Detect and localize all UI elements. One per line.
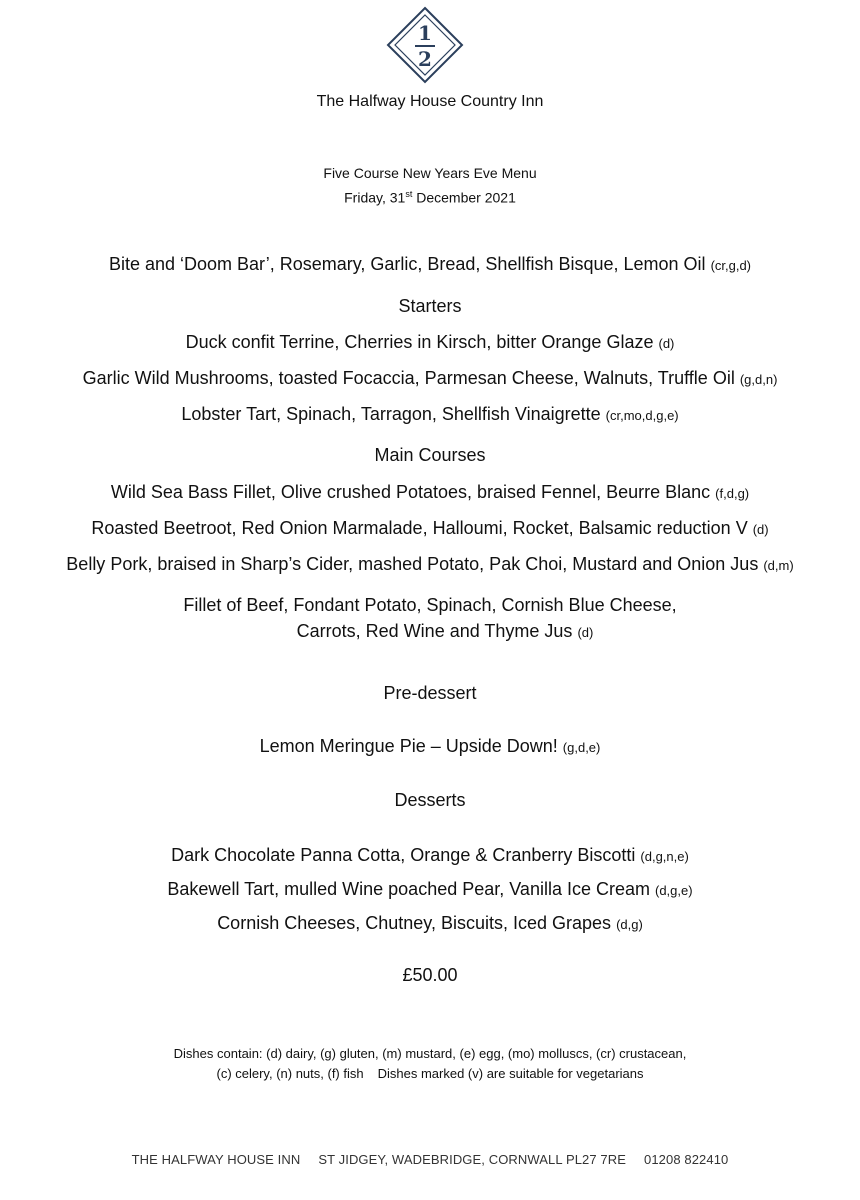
starter-item: Lobster Tart, Spinach, Tarragon, Shellfish Vinaigrette (cr,mo,d,g,e) bbox=[181, 404, 679, 424]
vegetarian-note: Dishes marked (v) are suitable for vegetarians bbox=[377, 1066, 644, 1081]
dessert-item: Cornish Cheeses, Chutney, Biscuits, Iced Grapes (d,g) bbox=[217, 913, 643, 933]
mains-heading: Main Courses bbox=[374, 445, 486, 465]
allergen-codes: (d) bbox=[752, 522, 769, 537]
desserts-heading: Desserts bbox=[394, 790, 466, 810]
predessert-heading: Pre-dessert bbox=[383, 683, 477, 703]
footer-address: ST JIDGEY, WADEBRIDGE, CORNWALL PL27 7RE bbox=[318, 1152, 627, 1167]
allergen-legend-line2: (c) celery, (n) nuts, (f) fish Dishes marked (v) are suitable for vegetarians bbox=[216, 1066, 644, 1081]
allergen-codes: (d,g) bbox=[616, 917, 643, 932]
footer-inn-name: THE HALFWAY HOUSE INN bbox=[131, 1152, 301, 1167]
logo-denominator: 2 bbox=[418, 47, 432, 71]
dessert-item: Dark Chocolate Panna Cotta, Orange & Cranberry Biscotti (d,g,n,e) bbox=[171, 845, 689, 865]
main-item: Belly Pork, braised in Sharp’s Cider, mashed Potato, Pak Choi, Mustard and Onion Jus (d,m) bbox=[66, 554, 794, 574]
allergen-codes: (d,g,e) bbox=[655, 883, 693, 898]
logo-numerator: 1 bbox=[418, 21, 432, 45]
dessert-item: Bakewell Tart, mulled Wine poached Pear, Vanilla Ice Cream (d,g,e) bbox=[167, 879, 693, 899]
allergen-codes: (d,g,n,e) bbox=[640, 849, 689, 864]
allergen-codes: (d) bbox=[658, 336, 675, 351]
starter-item: Duck confit Terrine, Cherries in Kirsch, bitter Orange Glaze (d) bbox=[185, 332, 675, 352]
main-item: Wild Sea Bass Fillet, Olive crushed Potatoes, braised Fennel, Beurre Blanc (f,d,g) bbox=[110, 482, 750, 502]
inn-name: The Halfway House Country Inn bbox=[316, 93, 544, 110]
menu-price: £50.00 bbox=[402, 965, 458, 985]
footer-phone: 01208 822410 bbox=[644, 1152, 729, 1167]
allergen-legend-line1: Dishes contain: (d) dairy, (g) gluten, (m) mustard, (e) egg, (mo) molluscs, (cr) crustacean, bbox=[173, 1046, 687, 1061]
allergen-codes: (d,m) bbox=[763, 558, 794, 573]
menu-date: Friday, 31st December 2021 bbox=[344, 189, 516, 206]
starter-item: Garlic Wild Mushrooms, toasted Focaccia, Parmesan Cheese, Walnuts, Truffle Oil (g,d,n) bbox=[82, 368, 778, 388]
allergen-codes: (d) bbox=[577, 625, 594, 640]
bite-item: Bite and ‘Doom Bar’, Rosemary, Garlic, Bread, Shellfish Bisque, Lemon Oil (cr,g,d) bbox=[108, 254, 752, 274]
starters-heading: Starters bbox=[398, 296, 462, 316]
allergen-codes: (f,d,g) bbox=[715, 486, 750, 501]
main-item-beef-line1: Fillet of Beef, Fondant Potato, Spinach, Cornish Blue Cheese, bbox=[183, 595, 677, 615]
footer bbox=[0, 1152, 860, 1167]
allergen-codes: (g,d,e) bbox=[562, 740, 601, 755]
half-fraction-diamond-icon bbox=[386, 6, 464, 84]
main-item-beef-line2: Carrots, Red Wine and Thyme Jus (d) bbox=[296, 621, 594, 641]
menu-heading bbox=[0, 163, 860, 209]
predessert-item: Lemon Meringue Pie – Upside Down! (g,d,e) bbox=[259, 736, 601, 756]
main-item: Roasted Beetroot, Red Onion Marmalade, Halloumi, Rocket, Balsamic reduction V (d) bbox=[91, 518, 769, 538]
menu-title: Five Course New Years Eve Menu bbox=[323, 165, 537, 181]
allergen-codes: (cr,mo,d,g,e) bbox=[605, 408, 679, 423]
allergen-codes: (cr,g,d) bbox=[710, 258, 752, 273]
allergen-notes bbox=[0, 1044, 860, 1084]
allergen-codes: (g,d,n) bbox=[739, 372, 778, 387]
